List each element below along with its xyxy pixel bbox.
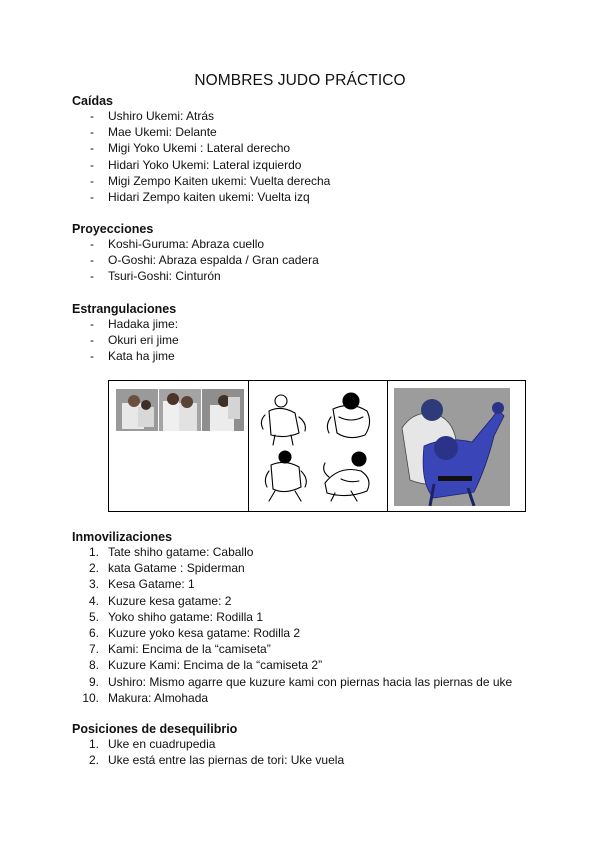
list-number: 1. (88, 737, 99, 751)
section-heading-estrangulaciones: Estrangulaciones (72, 302, 177, 316)
list-number: 2. (88, 753, 99, 768)
section-heading-proyecciones: Proyecciones (72, 222, 154, 236)
image-cell-sketches (249, 381, 388, 511)
list-number: 8. (88, 658, 99, 673)
judo-color-illustration (394, 388, 510, 506)
list-dash: - (90, 253, 94, 268)
list-number: 5. (88, 609, 99, 624)
section-heading-inmovilizaciones: Inmovilizaciones (72, 530, 173, 544)
list-number: 2. (88, 561, 99, 576)
list-dash: - (90, 109, 94, 123)
list-dash: - (90, 141, 94, 156)
list-number: 9. (88, 674, 99, 689)
judo-photo-2 (159, 389, 201, 431)
page-title: NOMBRES JUDO PRÁCTICO (194, 72, 406, 89)
list-number: 3. (88, 577, 99, 592)
list-number: 4. (88, 593, 99, 608)
judo-photo-1 (116, 389, 158, 431)
list-dash: - (90, 333, 94, 348)
list-dash: - (90, 173, 94, 188)
list-number: 6. (88, 625, 99, 640)
image-cell-color-illustration (388, 381, 525, 511)
list-number: 10. (82, 690, 99, 705)
judo-photo-3 (202, 389, 244, 431)
list-dash: - (90, 349, 94, 364)
section-heading-desequilibrio: Posiciones de desequilibrio (72, 722, 238, 736)
list-dash: - (90, 237, 94, 251)
section-heading-caidas: Caídas (72, 94, 113, 108)
list-dash: - (90, 269, 94, 284)
image-table (108, 380, 526, 512)
judo-sketch-illustrations (255, 387, 381, 505)
list-dash: - (90, 125, 94, 140)
photo-strip (116, 389, 244, 431)
list-number: 7. (88, 642, 99, 657)
list-number: 1. (88, 545, 99, 559)
image-cell-photos (109, 381, 249, 511)
list-dash: - (90, 317, 94, 331)
list-dash: - (90, 189, 94, 204)
list-dash: - (90, 157, 94, 172)
